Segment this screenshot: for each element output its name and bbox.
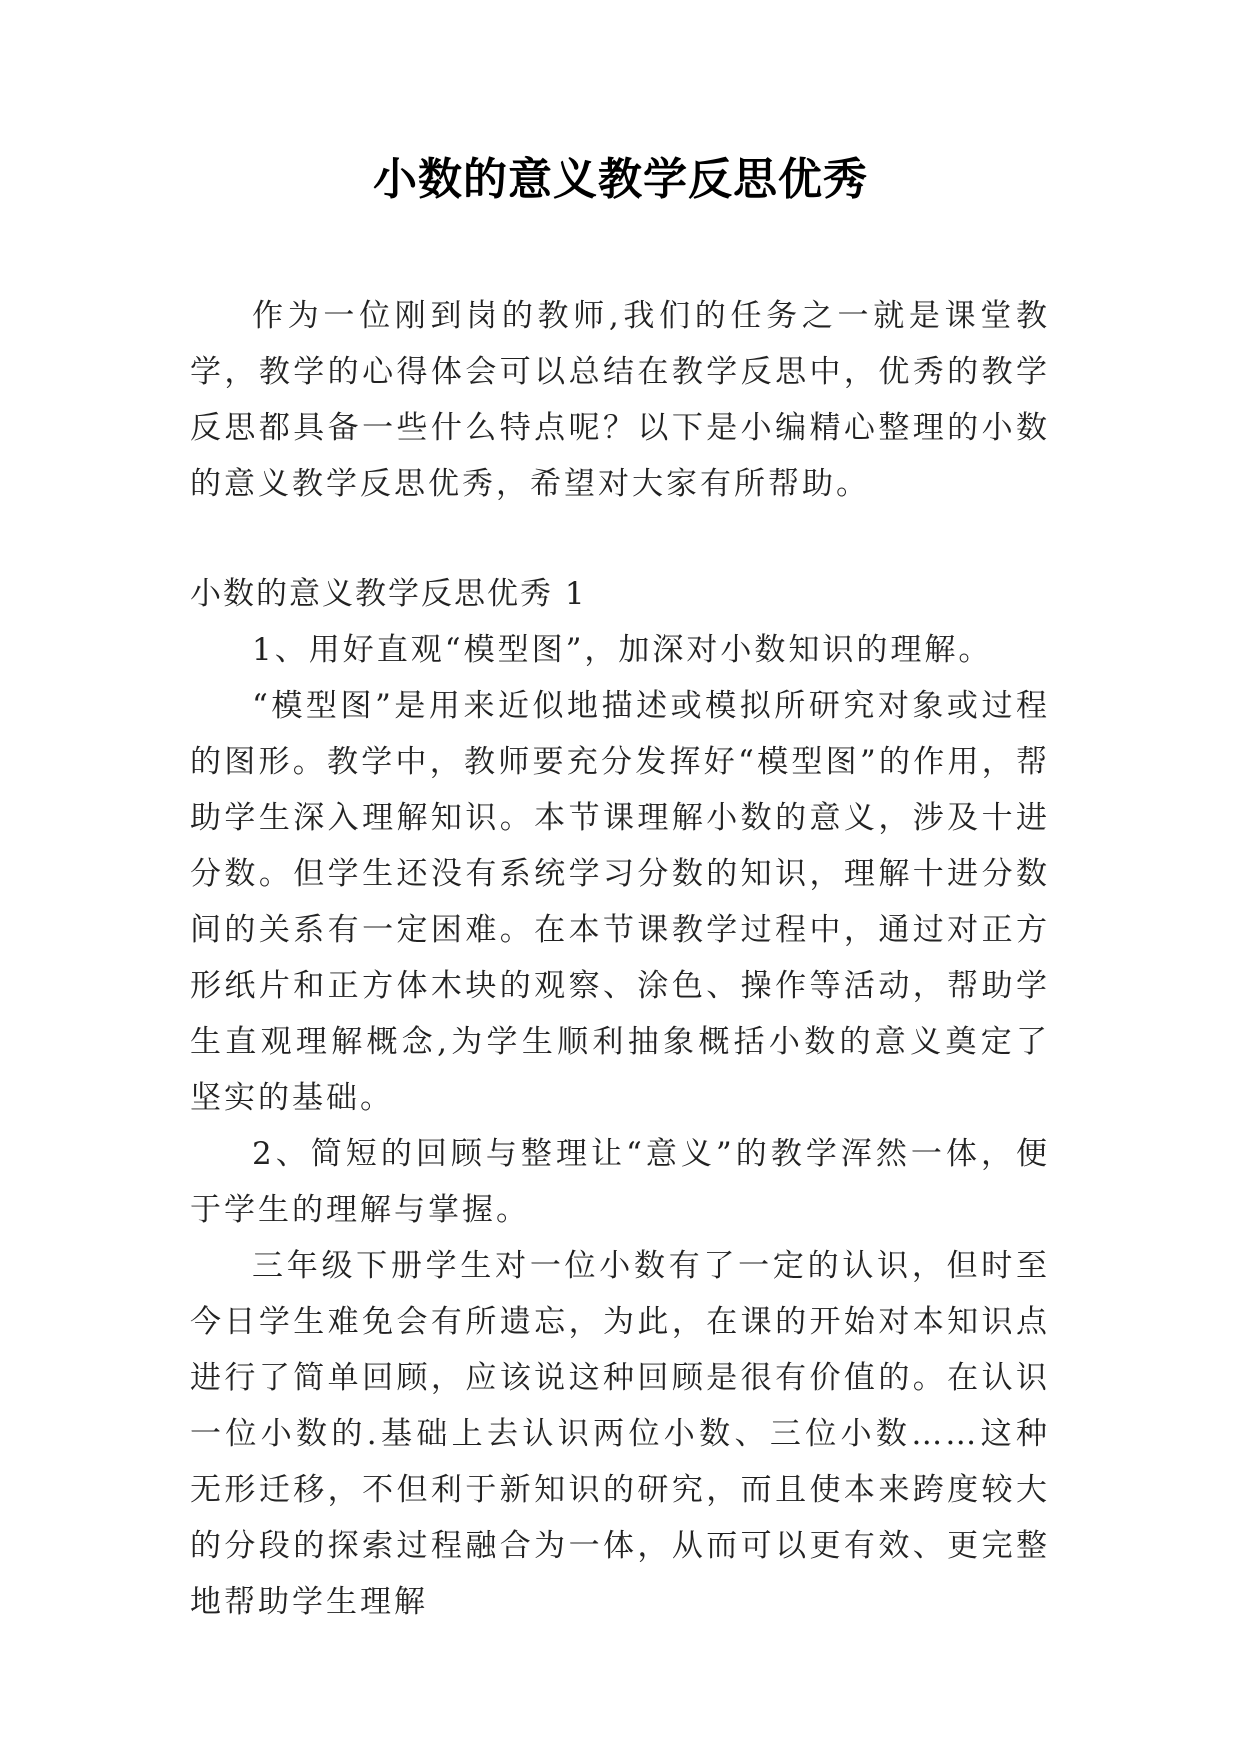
body-paragraph-2: “模型图”是用来近似地描述或模拟所研究对象或过程的图形。教学中，教师要充分发挥好“模型图”的作用，帮助学生深入理解知识。本节课理解小数的意义，涉及十进分数。但学生还没有系统学习分数的知识，理解十进分数间的关系有一定困难。在本节课教学过程中，通过对正方形纸片和正方体木块的观察、涂色、操作等活动，帮助学生直观理解概念,为学生顺利抽象概括小数的意义奠定了坚实的基础。: [190, 688, 1050, 1116]
intro-paragraph: 作为一位刚到岗的教师,我们的任务之一就是课堂教学，教学的心得体会可以总结在教学反思中，优秀的教学反思都具备一些什么特点呢？以下是小编精心整理的小数的意义教学反思优秀，希望对大家有所帮助。: [190, 298, 1050, 502]
body-paragraph-3: 2、简短的回顾与整理让“意义”的教学浑然一体，便于学生的理解与掌握。: [190, 1136, 1050, 1228]
body-paragraph-4: 三年级下册学生对一位小数有了一定的认识，但时至今日学生难免会有所遗忘，为此，在课的开始对本知识点进行了简单回顾，应该说这种回顾是很有价值的。在认识一位小数的.基础上去认识两位小数、三位小数……这种无形迁移，不但利于新知识的研究，而且使本来跨度较大的分段的探索过程融合为一体，从而可以更有效、更完整地帮助学生理解: [190, 1248, 1050, 1620]
body-paragraph-1: 1、用好直观“模型图”，加深对小数知识的理解。: [252, 632, 993, 668]
section-heading: 小数的意义教学反思优秀 1: [190, 576, 587, 612]
document-body: [190, 288, 1050, 1630]
document-title: 小数的意义教学反思优秀: [373, 154, 868, 205]
